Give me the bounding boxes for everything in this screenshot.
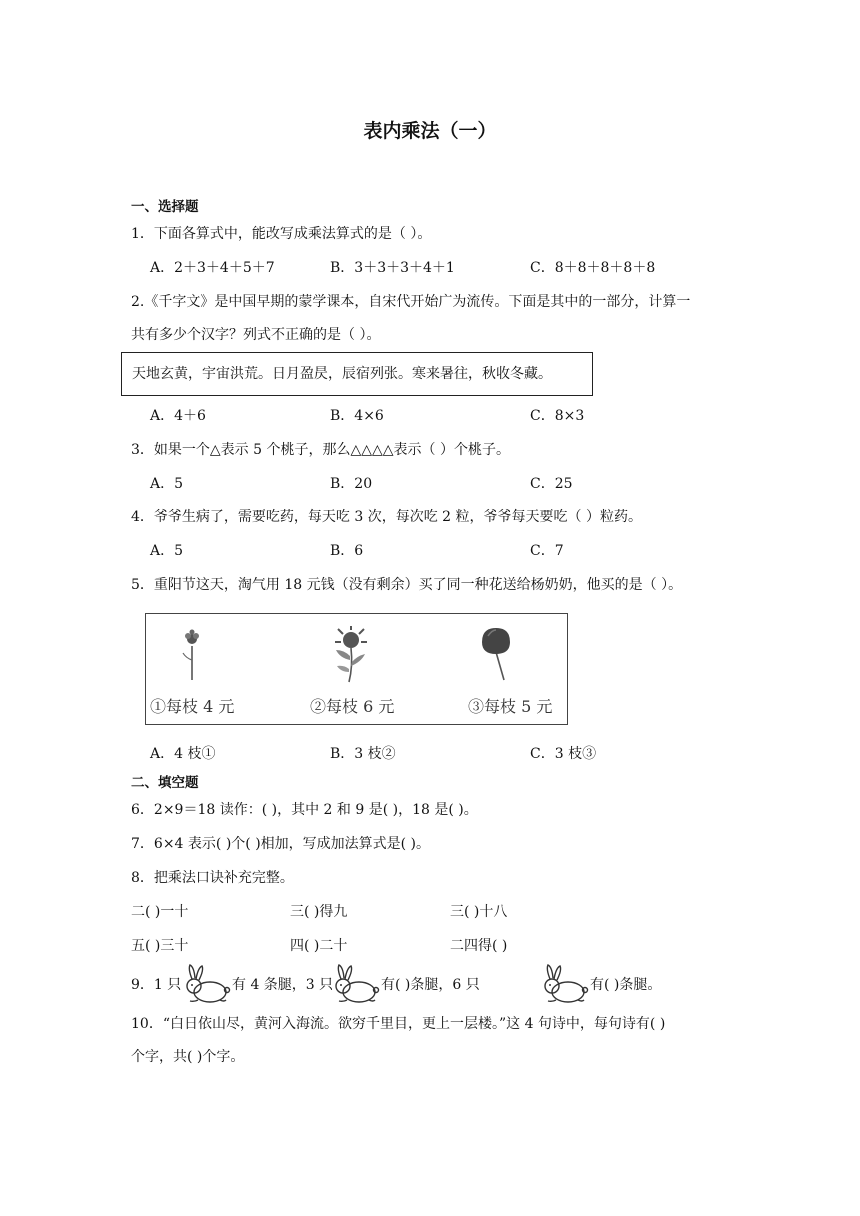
q1-option-b: B．3＋3＋3＋4＋1 bbox=[330, 260, 455, 276]
q3-stem: 3．如果一个△表示 5 个桃子，那么△△△△表示（ ）个桃子。 bbox=[131, 442, 510, 458]
q4-option-c: C．7 bbox=[530, 543, 564, 559]
q1-option-a: A．2＋3＋4＋5＋7 bbox=[150, 260, 275, 276]
q2-box-text: 天地玄黄，宇宙洪荒。日月盈昃，辰宿列张。寒来暑往，秋收冬藏。 bbox=[132, 366, 552, 382]
page-title: 表内乘法（一） bbox=[363, 120, 497, 142]
q5-option-c: C．3 枝③ bbox=[530, 746, 597, 762]
q4-option-a: A．5 bbox=[150, 543, 184, 559]
q8-row2-c: 二四得( ) bbox=[450, 938, 508, 954]
q8-row1-a: 二( )一十 bbox=[131, 904, 189, 920]
flower-small-icon bbox=[174, 626, 210, 682]
q8-stem: 8．把乘法口诀补充完整。 bbox=[131, 870, 294, 886]
q2-option-b: B．4×6 bbox=[330, 408, 384, 424]
q2-text-box bbox=[121, 352, 593, 396]
q8-row1-b: 三( )得九 bbox=[290, 904, 348, 920]
q3-option-a: A．5 bbox=[150, 476, 184, 492]
q1-stem: 1．下面各算式中，能改写成乘法算式的是（ ）。 bbox=[131, 226, 432, 242]
q5-option-a: A．4 枝① bbox=[150, 746, 216, 762]
q9-part2: 有 4 条腿，3 只 bbox=[232, 977, 334, 993]
rabbit-icon bbox=[329, 962, 381, 1006]
q2-stem-line2: 共有多少个汉字？列式不正确的是（ ）。 bbox=[131, 327, 381, 343]
flower-tulip-icon bbox=[476, 626, 516, 682]
q8-row1-c: 三( )十八 bbox=[450, 904, 508, 920]
q4-option-b: B．6 bbox=[330, 543, 364, 559]
q9-part1: 9．1 只 bbox=[131, 977, 182, 993]
q2-option-a: A．4＋6 bbox=[150, 408, 206, 424]
q9-part3: 有( )条腿，6 只 bbox=[381, 977, 480, 993]
q5-flower-panel bbox=[145, 613, 568, 725]
q1-option-c: C．8＋8＋8＋8＋8 bbox=[530, 260, 656, 276]
q9-part4: 有( )条腿。 bbox=[590, 977, 662, 993]
rabbit-icon bbox=[180, 962, 232, 1006]
q3-option-c: C．25 bbox=[530, 476, 573, 492]
q8-row2-b: 四( )二十 bbox=[290, 938, 348, 954]
flower3-price-label: ③每枝 5 元 bbox=[468, 697, 553, 716]
section-heading-fill: 二、填空题 bbox=[131, 775, 199, 791]
q3-option-b: B．20 bbox=[330, 476, 373, 492]
rabbit-icon bbox=[538, 962, 590, 1006]
q2-stem-line1: 2.《千字文》是中国早期的蒙学课本，自宋代开始广为流传。下面是其中的一部分，计算一 bbox=[131, 294, 691, 310]
flower1-price-label: ①每枝 4 元 bbox=[150, 697, 235, 716]
flower-chrysanthemum-icon bbox=[329, 626, 375, 684]
q4-stem: 4．爷爷生病了，需要吃药，每天吃 3 次，每次吃 2 粒，爷爷每天要吃（ ）粒药。 bbox=[131, 509, 642, 525]
q5-option-b: B．3 枝② bbox=[330, 746, 396, 762]
q7-text: 7．6×4 表示( )个( )相加，写成加法算式是( )。 bbox=[131, 836, 431, 852]
section-heading-choice: 一、选择题 bbox=[131, 199, 199, 215]
flower2-price-label: ②每枝 6 元 bbox=[310, 697, 395, 716]
q5-stem: 5．重阳节这天，淘气用 18 元钱（没有剩余）买了同一种花送给杨奶奶，他买的是（ ）。 bbox=[131, 577, 683, 593]
q2-option-c: C．8×3 bbox=[530, 408, 585, 424]
q6-text: 6．2×9＝18 读作：( )，其中 2 和 9 是( )，18 是( )。 bbox=[131, 802, 478, 818]
q8-row2-a: 五( )三十 bbox=[131, 938, 189, 954]
q10-line2: 个字，共( )个字。 bbox=[131, 1049, 245, 1065]
q10-line1: 10．“白日依山尽，黄河入海流。欲穷千里目，更上一层楼。”这 4 句诗中，每句诗有( ) bbox=[131, 1016, 666, 1032]
